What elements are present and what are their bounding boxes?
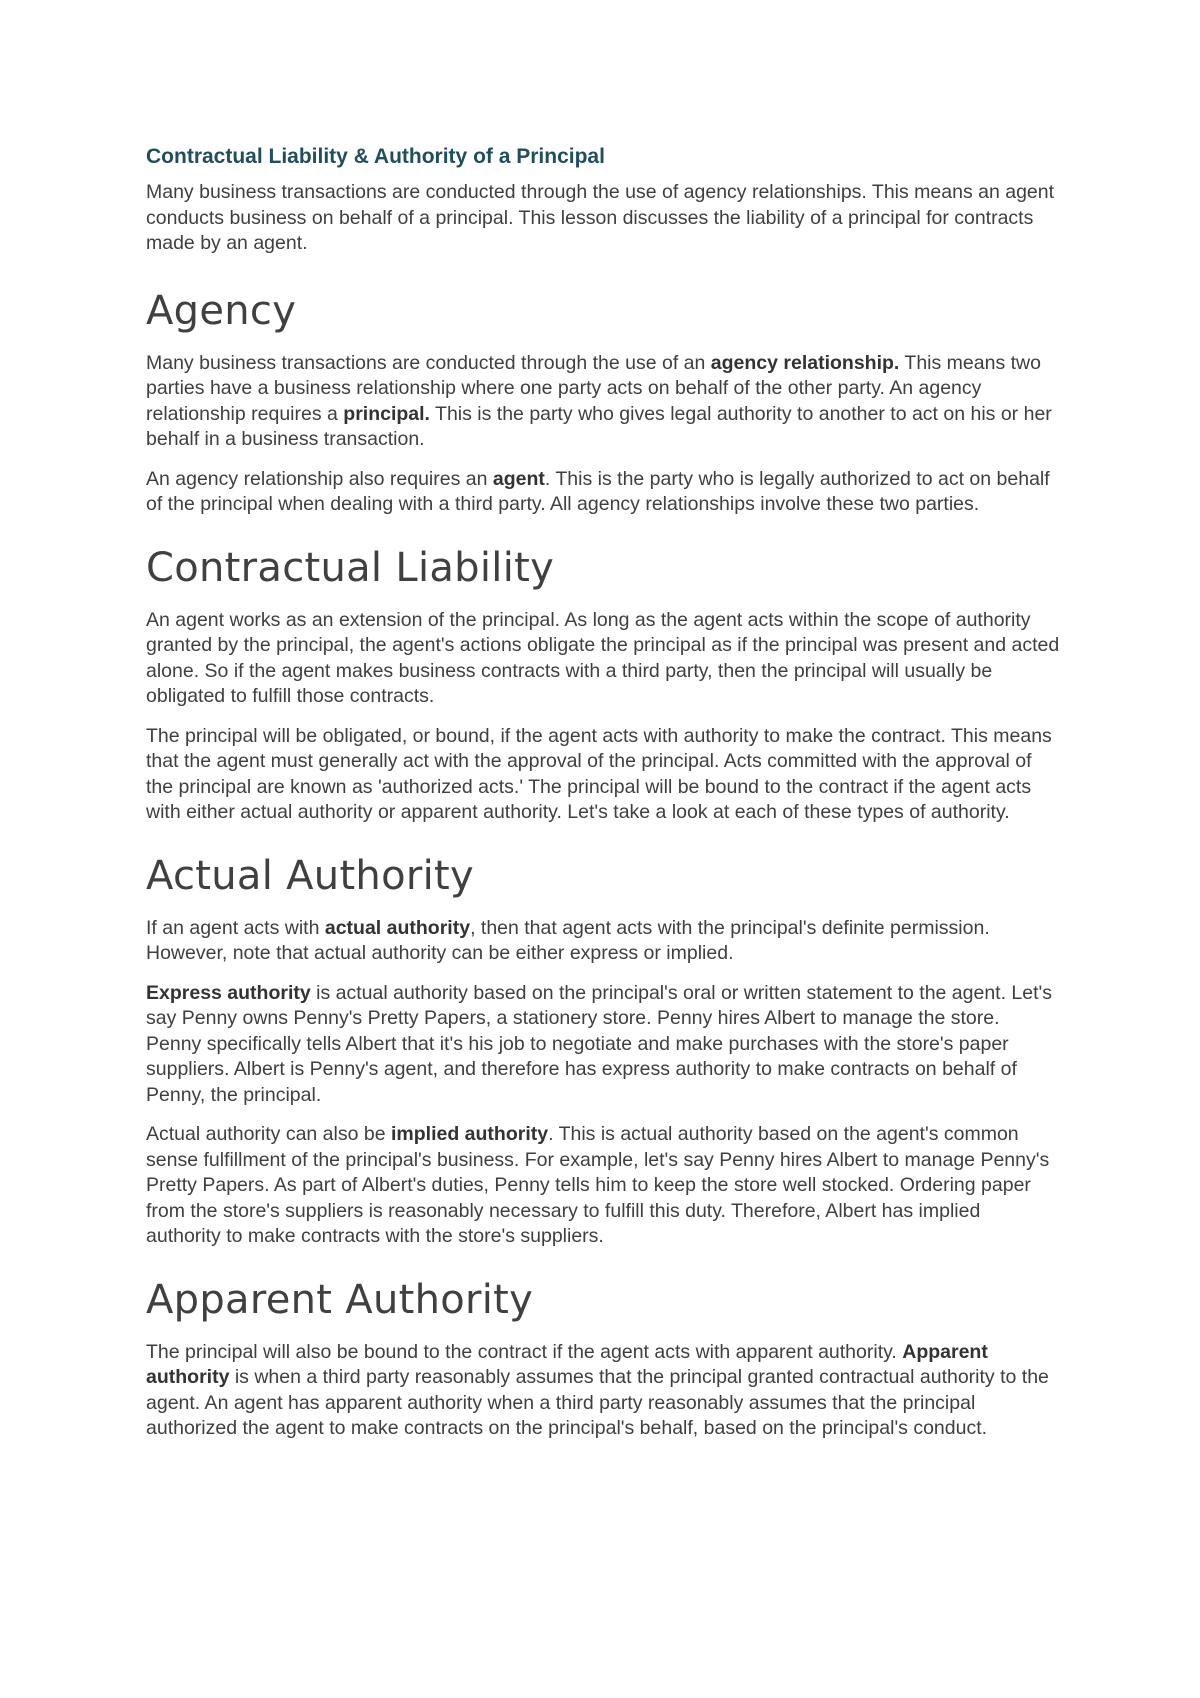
heading-actual-authority: Actual Authority: [146, 852, 474, 899]
heading-apparent-authority: Apparent Authority: [146, 1276, 534, 1323]
text-run: An agency relationship also requires an: [146, 467, 493, 490]
actual-authority-paragraph-1: [146, 916, 1060, 967]
text-run: is actual authority based on the principal's oral or written statement to the agent. Let's say Penny owns Penny's Pretty Papers, a stationery store. Penny hires Albert to manage the store. Penny specifically tells Albert that it's his job to negotiate and make purchases with the store's paper suppliers. Albert is Penny's agent, and therefore has express authority to make contracts on behalf of Penny, the principal.: [146, 981, 1053, 1106]
term-actual-authority: actual authority: [324, 916, 471, 939]
term-principal: principal.: [343, 402, 430, 425]
document-title: Contractual Liability & Authority of a Principal: [146, 145, 605, 168]
actual-authority-paragraph-2: [146, 981, 1060, 1109]
text-run: . This is actual authority based on the agent's common sense fulfillment of the principal's business. For example, let's say Penny hires Albert to manage Penny's Pretty Papers. As part of Albert's duties, Penny tells him to keep the store well stocked. Ordering paper from the store's suppliers is reasonably necessary to fulfill this duty. Therefore, Albert has implied authority to make contracts with the store's suppliers.: [146, 1123, 1050, 1247]
heading-contractual-liability: Contractual Liability: [146, 544, 555, 591]
text-run: Many business transactions are conducted through the use of an: [146, 351, 711, 374]
text-run: This is the party who gives legal authority to another to act on his or her behalf in a business transaction.: [146, 402, 1052, 450]
text-run: This means two parties have a business relationship where one party acts on behalf of the other party. An agency relationship requires a: [146, 351, 1041, 425]
text-run: , then that agent acts with the principal's definite permission. However, note that actual authority can be either express or implied.: [146, 916, 990, 964]
heading-agency: Agency: [146, 287, 297, 334]
text-run: is when a third party reasonably assumes that the principal granted contractual authority to the agent. An agent has apparent authority when a third party reasonably assumes that the principal authorized the agent to make contracts on the principal's behalf, based on the principal's conduct.: [146, 1366, 1049, 1439]
term-agency-relationship: agency relationship.: [710, 351, 900, 374]
text-run: If an agent acts with: [146, 916, 325, 939]
term-implied-authority: implied authority: [390, 1123, 549, 1145]
contractual-liability-paragraph-1: An agent works as an extension of the principal. As long as the agent acts within the scope of authority granted by the principal, the agent's actions obligate the principal as if the principal was present and acted alone. So if the agent makes business contracts with a third party, then the principal will usually be obligated to fulfill those contracts.: [146, 608, 1060, 707]
text-run: . This is the party who is legally authorized to act on behalf of the principal when dealing with a third party. All agency relationships involve these two parties.: [146, 467, 1050, 515]
term-apparent-authority: Apparent authority: [146, 1340, 988, 1388]
actual-authority-paragraph-3: [146, 1122, 1060, 1250]
text-run: Actual authority can also be: [146, 1123, 391, 1145]
agency-paragraph-1: [146, 351, 1060, 453]
term-express-authority: Express authority: [146, 981, 311, 1004]
intro-paragraph: Many business transactions are conducted through the use of agency relationships. This means an agent conducts business on behalf of a principal. This lesson discusses the liability of a principal for contracts made by an agent.: [146, 181, 1055, 254]
apparent-authority-paragraph-1: [146, 1340, 1060, 1442]
term-agent: agent: [492, 467, 545, 490]
agency-paragraph-2: [146, 467, 1060, 518]
contractual-liability-paragraph-2: The principal will be obligated, or bound, if the agent acts with authority to make the contract. This means that the agent must generally act with the approval of the principal. Acts committed with the approval of the principal are known as 'authorized acts.' The principal will be bound to the contract if the agent acts with either actual authority or apparent authority. Let's take a look at each of these types of authority.: [146, 724, 1052, 823]
text-run: The principal will also be bound to the contract if the agent acts with apparent authority.: [146, 1340, 903, 1363]
